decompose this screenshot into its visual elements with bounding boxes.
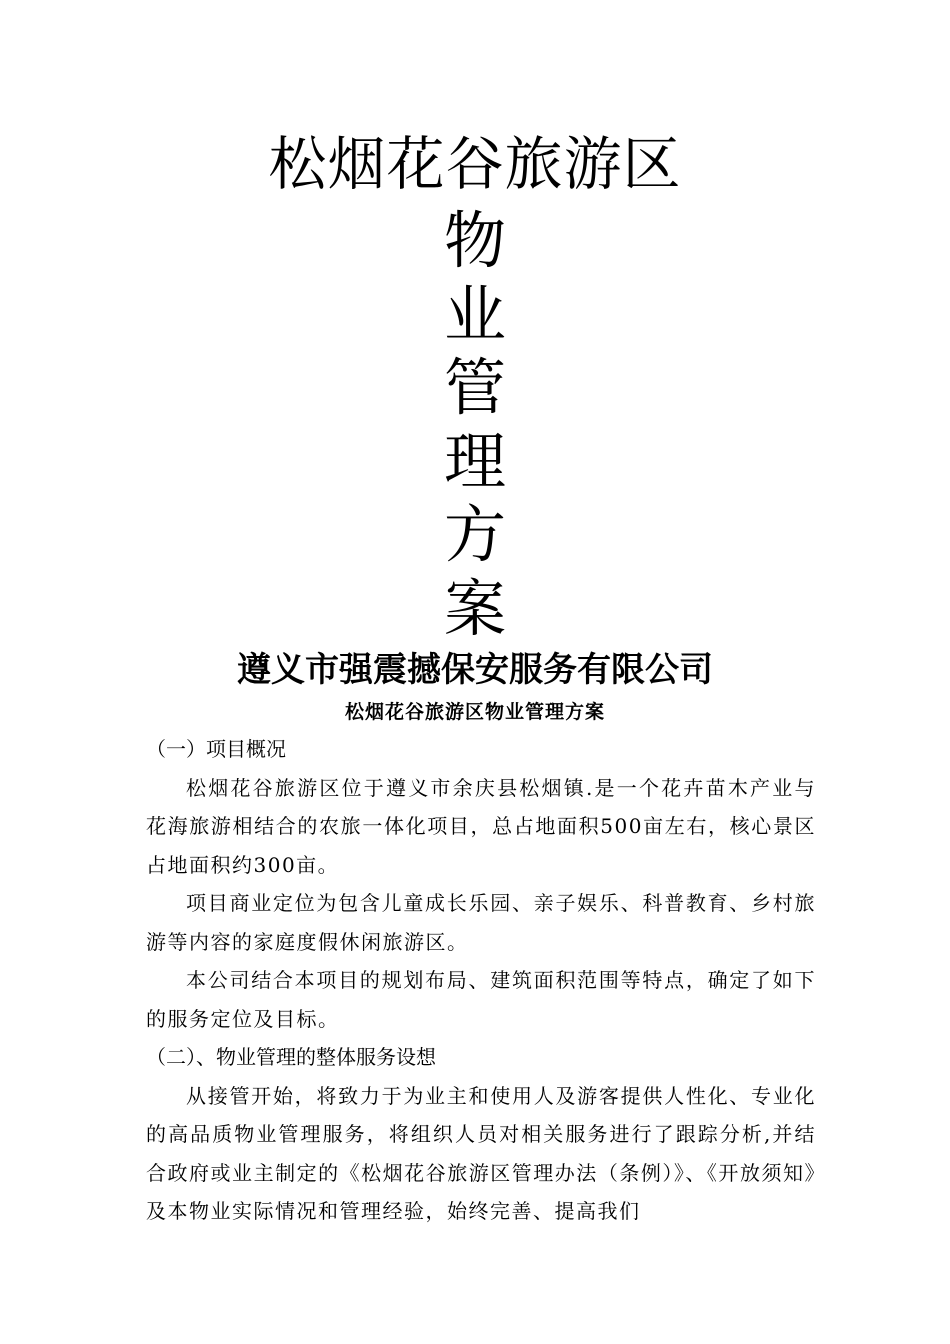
vertical-title-char: 物	[443, 204, 506, 277]
paragraph: 本公司结合本项目的规划布局、建筑面积范围等特点，确定了如下的服务定位及目标。	[146, 968, 816, 1031]
vertical-title-char: 理	[443, 424, 506, 498]
vertical-title-char: 管	[443, 351, 506, 424]
cover-title: 松烟花谷旅游区	[268, 130, 682, 198]
company-name: 遵义市强震撼保安服务有限公司	[237, 650, 713, 690]
section-heading-service-concept: （二）、物业管理的整体服务设想	[146, 1045, 436, 1069]
paragraph: 项目商业定位为包含儿童成长乐园、亲子娱乐、科普教育、乡村旅游等内容的家庭度假休闲旅游区。	[146, 891, 816, 954]
paragraph: 松烟花谷旅游区位于遵义市余庆县松烟镇.是一个花卉苗木产业与花海旅游相结合的农旅一体化项目，总占地面积500亩左右，核心景区占地面积约300亩。	[146, 775, 816, 877]
cover-vertical-title	[0, 204, 950, 645]
vertical-title-char: 业	[443, 277, 506, 351]
vertical-title-char: 方	[443, 498, 506, 571]
document-subtitle: 松烟花谷旅游区物业管理方案	[344, 701, 605, 723]
section-heading-overview: （一）项目概况	[146, 737, 286, 761]
document-body	[146, 730, 816, 1231]
vertical-title-char: 案	[443, 571, 506, 645]
paragraph: 从接管开始，将致力于为业主和使用人及游客提供人性化、专业化的高品质物业管理服务，将组织人员对相关服务进行了跟踪分析,并结合政府或业主制定的《松烟花谷旅游区管理办法（条例）》、《开放须知》及本物业实际情况和管理经验，始终完善、提高我们	[146, 1083, 816, 1223]
